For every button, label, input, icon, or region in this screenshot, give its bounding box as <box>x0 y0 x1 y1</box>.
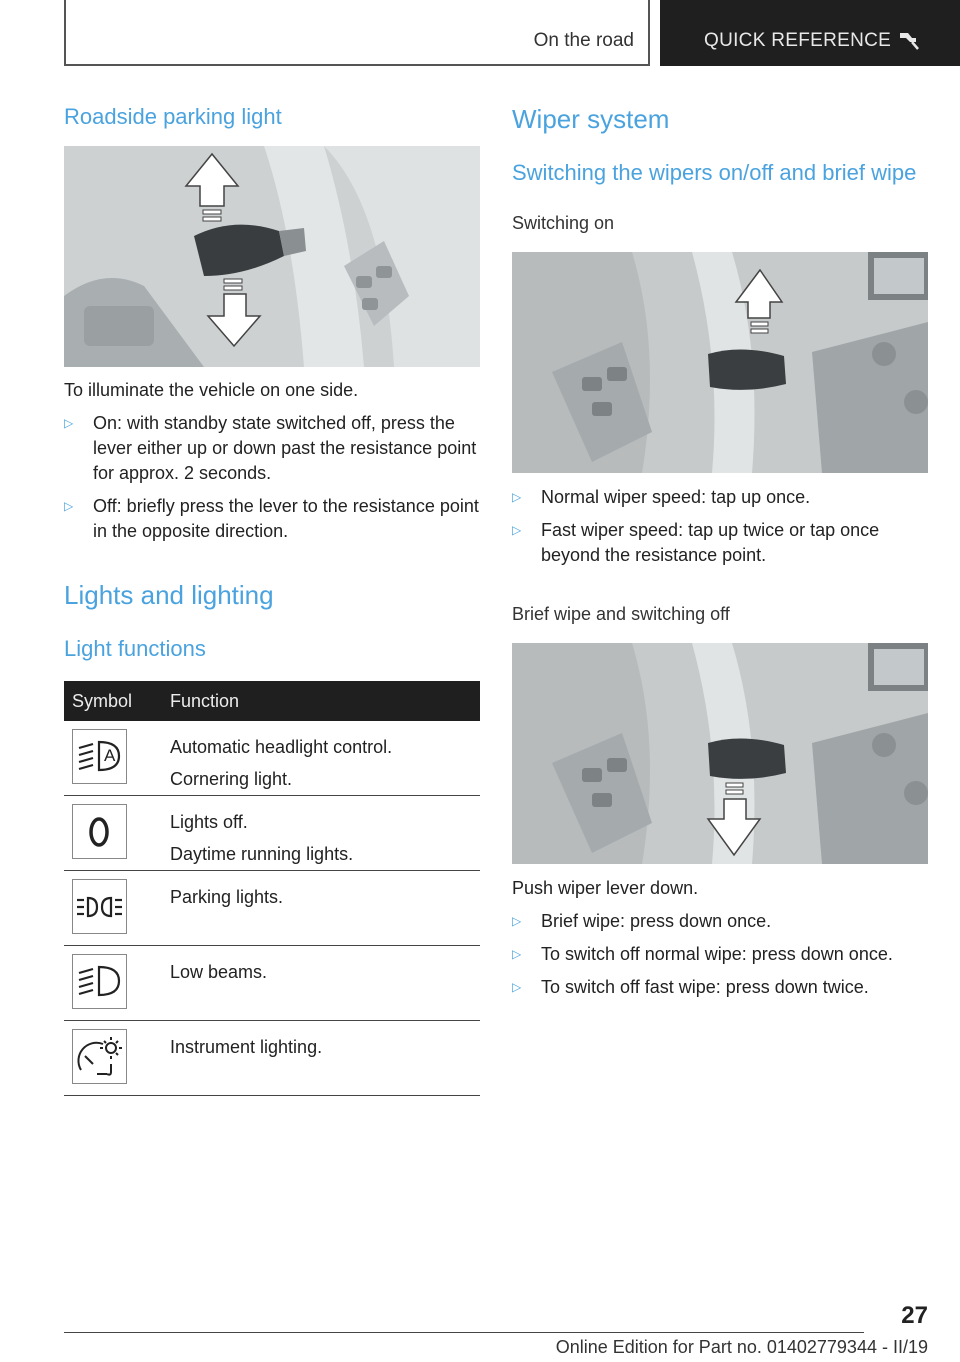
lights-off-icon <box>72 804 127 859</box>
page-number: 27 <box>901 1302 928 1329</box>
header-section-tab <box>660 0 960 66</box>
list-item: ▷ On: with standby state switched off, press the lever either up or down past the resistance point for approx. 2 seconds. <box>64 413 477 483</box>
light-functions-heading: Light functions <box>64 636 206 661</box>
table-row <box>64 796 480 871</box>
function-text: Instrument lighting. <box>170 1037 323 1057</box>
switching-on-heading: Switching on <box>512 213 615 233</box>
list-item: ▷ To switch off fast wipe: press down twice. <box>512 977 869 997</box>
push-wiper-text: Push wiper lever down. <box>512 878 699 898</box>
parking-light-heading: Roadside parking light <box>64 104 282 129</box>
wiper-on-photo <box>512 252 928 473</box>
parking-intro: To illuminate the vehicle on one side. <box>64 380 359 400</box>
lights-heading: Lights and lighting <box>64 580 274 610</box>
function-text: Parking lights. <box>170 887 284 907</box>
bullet-triangle-icon: ▷ <box>64 416 74 430</box>
wiper-off-bullet-list <box>512 909 930 1008</box>
wiper-system-heading: Wiper system <box>512 104 670 134</box>
light-functions-table <box>64 681 480 1096</box>
bullet-triangle-icon: ▷ <box>512 947 522 961</box>
table-row <box>64 721 480 796</box>
list-item: ▷ Brief wipe: press down once. <box>512 911 772 931</box>
bullet-triangle-icon: ▷ <box>512 980 522 994</box>
list-item: ▷ To switch off normal wipe: press down once. <box>512 944 893 964</box>
function-text: Lights off. Daytime running lights. <box>170 812 354 864</box>
table-row <box>64 871 480 946</box>
bullet-triangle-icon: ▷ <box>512 523 522 537</box>
brief-wipe-heading: Brief wipe and switching off <box>512 604 730 624</box>
section-title: QUICK REFERENCE <box>704 30 892 51</box>
list-item: ▷ Off: briefly press the lever to the resistance point in the opposite direction. <box>64 496 479 541</box>
table-header <box>64 681 480 721</box>
bullet-triangle-icon: ▷ <box>64 499 74 513</box>
column-header-symbol: Symbol <box>72 691 133 711</box>
table-row <box>64 946 480 1021</box>
table-row <box>64 1021 480 1096</box>
list-item: ▷ Fast wiper speed: tap up twice or tap once beyond the resistance point. <box>512 520 880 565</box>
function-text: Automatic headlight control. Cornering light. <box>170 737 393 789</box>
footer-divider <box>64 1332 864 1333</box>
parking-bullet-list <box>64 411 482 552</box>
switching-wipers-heading: Switching the wipers on/off and brief wipe <box>512 160 917 185</box>
instrument-lighting-icon <box>72 1029 127 1084</box>
parking-light-photo <box>64 146 480 367</box>
list-item: ▷ Normal wiper speed: tap up once. <box>512 487 811 507</box>
footer-edition: Online Edition for Part no. 01402779344 - II/19 <box>555 1337 928 1357</box>
chapter-title: On the road <box>533 30 634 51</box>
wiper-on-bullet-list <box>512 485 930 576</box>
auto-headlight-icon <box>72 729 127 784</box>
wiper-off-photo <box>512 643 928 864</box>
bullet-triangle-icon: ▷ <box>512 490 522 504</box>
bullet-triangle-icon: ▷ <box>512 914 522 928</box>
header-chapter-tab <box>64 0 650 66</box>
pin-icon <box>898 30 920 50</box>
column-header-function: Function <box>170 691 240 711</box>
parking-lights-icon <box>72 879 127 934</box>
svg-text:A: A <box>104 746 116 765</box>
function-text: Low beams. <box>170 962 268 982</box>
low-beams-icon <box>72 954 127 1009</box>
